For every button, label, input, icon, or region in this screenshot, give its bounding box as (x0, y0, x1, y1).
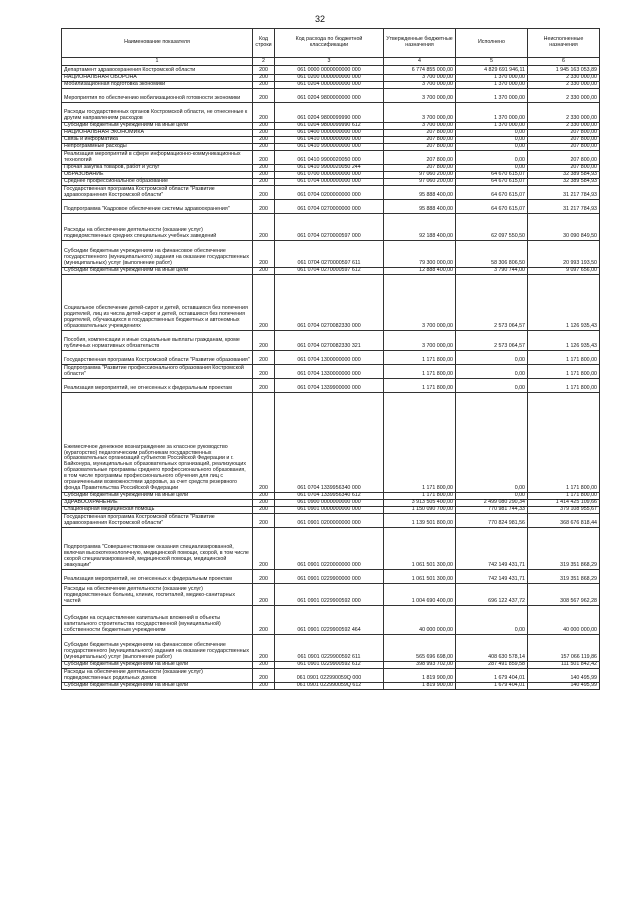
header-row (62, 29, 600, 58)
row-code: 200 (253, 570, 275, 584)
row-code: 200 (253, 584, 275, 606)
row-unexecuted: 207 800,00 (528, 151, 600, 165)
table-row (62, 331, 600, 351)
header-number-row (62, 58, 600, 66)
row-code: 200 (253, 103, 275, 123)
row-approved: 1 171 800,00 (384, 393, 456, 493)
row-code: 200 (253, 493, 275, 500)
row-approved: 207 800,00 (384, 130, 456, 137)
row-executed: 58 306 806,50 (456, 241, 528, 268)
row-classification: 061 0901 0200000000 000 (275, 514, 384, 528)
row-approved: 398 993 702,00 (384, 662, 456, 669)
row-approved: 3 700 000,00 (384, 331, 456, 351)
row-code: 200 (253, 669, 275, 683)
table-row (62, 351, 600, 365)
header-code: Код строки (253, 29, 275, 58)
row-approved: 3 913 505 400,00 (384, 500, 456, 507)
row-classification: 061 0704 1339956340 000 (275, 393, 384, 493)
row-executed: 742 149 431,71 (456, 528, 528, 570)
row-name: Субсидии бюджетным учреждениям на финансовое обеспечение государственного (муниципального) задания на оказание государственных (муниципальных) услуг (выполнение работ) (62, 635, 253, 662)
row-approved: 1 061 501 300,00 (384, 528, 456, 570)
row-executed: 0,00 (456, 379, 528, 393)
row-approved: 1 171 800,00 (384, 351, 456, 365)
row-classification: 061 0410 0000000000 000 (275, 137, 384, 144)
row-approved: 95 888 400,00 (384, 186, 456, 200)
row-classification: 061 0200 0000000000 000 (275, 75, 384, 82)
row-executed: 1 679 404,01 (456, 669, 528, 683)
row-executed: 2 573 064,57 (456, 275, 528, 331)
row-executed: 1 370 000,00 (456, 82, 528, 89)
row-classification: 061 0704 0270000597 000 (275, 214, 384, 241)
table-row (62, 635, 600, 662)
row-code: 200 (253, 89, 275, 103)
row-unexecuted: 1 171 800,00 (528, 351, 600, 365)
table-row (62, 200, 600, 214)
header-classification: Код расхода по бюджетной классификации (275, 29, 384, 58)
row-unexecuted: 2 330 000,00 (528, 103, 600, 123)
row-unexecuted: 1 126 935,43 (528, 331, 600, 351)
row-classification: 061 0900 0000000000 000 (275, 500, 384, 507)
row-classification: 061 0204 9800099990 612 (275, 123, 384, 130)
row-executed: 64 670 615,07 (456, 172, 528, 179)
table-row (62, 275, 600, 331)
table-row (62, 393, 600, 493)
row-classification: 061 0704 0200000000 000 (275, 186, 384, 200)
row-unexecuted: 2 330 000,00 (528, 89, 600, 103)
row-approved: 92 188 400,00 (384, 214, 456, 241)
row-classification: 061 0704 0000000000 000 (275, 179, 384, 186)
row-unexecuted: 1 126 935,43 (528, 275, 600, 331)
row-approved: 1 819 900,00 (384, 683, 456, 690)
header-number: 5 (456, 58, 528, 66)
row-unexecuted: 1 171 800,00 (528, 493, 600, 500)
row-classification: 061 0901 0229900592 611 (275, 635, 384, 662)
row-executed: 770 981 744,33 (456, 507, 528, 514)
row-classification: 061 0704 0270000597 612 (275, 268, 384, 275)
row-executed: 742 149 431,71 (456, 570, 528, 584)
row-unexecuted: 32 389 584,93 (528, 179, 600, 186)
table-row (62, 528, 600, 570)
row-unexecuted: 207 800,00 (528, 137, 600, 144)
row-unexecuted: 308 567 962,28 (528, 584, 600, 606)
row-name: Ежемесячное денежное вознаграждение за классное руководство (кураторство) педагогическим работникам государственных образовательных организаций субъектов Российской Федерации и г. Байконура, муниципальных образовательных организаций, реализующих образовательные программы среднего профессионального образования, в том числе программы профессионального обучения для лиц с ограниченными возможностями здоровья, за счет средств резервного фонда Правительства Российской Федерации (62, 393, 253, 493)
row-name: НАЦИОНАЛЬНАЯ ОБОРОНА (62, 75, 253, 82)
row-name: Субсидии бюджетным учреждениям на иные цели (62, 268, 253, 275)
row-name: Субсидии бюджетным учреждениям на финансовое обеспечение государственного (муниципального) задания на оказание государственных (муниципальных) услуг (выполнение работ) (62, 241, 253, 268)
row-code: 200 (253, 393, 275, 493)
table-row (62, 144, 600, 151)
row-unexecuted: 368 676 818,44 (528, 514, 600, 528)
row-classification: 061 0901 0220000000 000 (275, 528, 384, 570)
table-row (62, 179, 600, 186)
row-executed: 0,00 (456, 130, 528, 137)
row-classification: 061 0704 1339956340 612 (275, 493, 384, 500)
row-name: Реализация мероприятий, не отнесенных к федеральным проектам (62, 570, 253, 584)
row-approved: 3 700 000,00 (384, 123, 456, 130)
row-code: 200 (253, 241, 275, 268)
row-code: 200 (253, 66, 275, 75)
row-name: Департамент здравоохранения Костромской области (62, 66, 253, 75)
row-code: 200 (253, 514, 275, 528)
row-code: 200 (253, 507, 275, 514)
header-number: 6 (528, 58, 600, 66)
row-classification: 061 0204 9800000000 000 (275, 89, 384, 103)
row-executed: 0,00 (456, 606, 528, 635)
row-approved: 207 800,00 (384, 151, 456, 165)
row-code: 200 (253, 606, 275, 635)
row-name: Расходы на обеспечение деятельности (оказание услуг) подведомственных больниц, клиник, госпиталей, медико-санитарных частей (62, 584, 253, 606)
row-code: 200 (253, 123, 275, 130)
row-name: Социальное обеспечение детей-сирот и детей, оставшихся без попечения родителей, лиц из числа детей-сирот и детей, оставшихся без попечения родителей, обучающихся в государственных бюджетных и автономных образовательных учреждениях (62, 275, 253, 331)
row-approved: 12 888 400,00 (384, 268, 456, 275)
row-name: Субсидии бюджетным учреждениям на иные цели (62, 662, 253, 669)
row-approved: 1 061 501 300,00 (384, 570, 456, 584)
table-row (62, 514, 600, 528)
row-approved: 3 700 000,00 (384, 75, 456, 82)
table-row (62, 669, 600, 683)
row-unexecuted: 379 108 955,67 (528, 507, 600, 514)
header-executed: Исполнено (456, 29, 528, 58)
row-executed: 1 370 000,00 (456, 75, 528, 82)
row-executed: 0,00 (456, 165, 528, 172)
row-code: 200 (253, 137, 275, 144)
row-executed: 0,00 (456, 393, 528, 493)
row-code: 200 (253, 351, 275, 365)
row-code: 200 (253, 172, 275, 179)
row-approved: 3 700 000,00 (384, 82, 456, 89)
row-approved: 1 171 800,00 (384, 365, 456, 379)
table-row (62, 103, 600, 123)
row-executed: 64 670 615,07 (456, 200, 528, 214)
row-classification: 061 0901 0229900592 612 (275, 662, 384, 669)
row-classification: 061 0204 9800099990 000 (275, 103, 384, 123)
row-executed: 696 122 437,72 (456, 584, 528, 606)
row-executed: 4 829 691 946,11 (456, 66, 528, 75)
row-executed: 0,00 (456, 493, 528, 500)
row-classification: 061 0400 0000000000 000 (275, 130, 384, 137)
row-name: Подпрограмма "Совершенствование оказания специализированной, включая высокотехнологичную, медицинской помощи, скорой, в том числе скорой специализированной, медицинской помощи, медицинской эвакуации" (62, 528, 253, 570)
row-unexecuted: 20 993 193,50 (528, 241, 600, 268)
row-code: 200 (253, 179, 275, 186)
row-name: Субсидии бюджетным учреждениям на иные цели (62, 683, 253, 690)
table-row (62, 683, 600, 690)
row-executed: 287 491 859,58 (456, 662, 528, 669)
row-classification: 061 0410 9900020050 000 (275, 151, 384, 165)
row-approved: 97 060 200,00 (384, 172, 456, 179)
row-name: Стационарная медицинская помощь (62, 507, 253, 514)
table-row (62, 241, 600, 268)
row-unexecuted: 2 330 000,00 (528, 75, 600, 82)
row-classification: 061 0704 0270000000 000 (275, 200, 384, 214)
row-classification: 061 0700 0000000000 000 (275, 172, 384, 179)
table-row (62, 662, 600, 669)
header-approved: Утвержденные бюджетные назначения (384, 29, 456, 58)
row-name: Среднее профессиональное образование (62, 179, 253, 186)
header-number: 3 (275, 58, 384, 66)
header-name: Наименование показателя (62, 29, 253, 58)
row-code: 200 (253, 268, 275, 275)
table-row (62, 606, 600, 635)
row-approved: 565 696 698,00 (384, 635, 456, 662)
row-classification: 061 0901 0000000000 000 (275, 507, 384, 514)
row-executed: 64 670 615,07 (456, 186, 528, 200)
row-approved: 1 150 090 700,00 (384, 507, 456, 514)
row-code: 200 (253, 151, 275, 165)
row-name: Государственная программа Костромской области "Развитие образования" (62, 351, 253, 365)
row-unexecuted: 31 217 784,93 (528, 200, 600, 214)
table-row (62, 365, 600, 379)
row-name: Расходы на обеспечение деятельности (оказание услуг) подведомственных средних специальных учебных заведений (62, 214, 253, 241)
row-unexecuted: 207 800,00 (528, 144, 600, 151)
row-unexecuted: 207 800,00 (528, 165, 600, 172)
table-row (62, 82, 600, 89)
row-classification: 061 0901 022990059Q 000 (275, 669, 384, 683)
row-approved: 1 004 690 400,00 (384, 584, 456, 606)
row-executed: 0,00 (456, 144, 528, 151)
row-name: ОБРАЗОВАНИЕ (62, 172, 253, 179)
row-classification: 061 0410 9900020050 244 (275, 165, 384, 172)
row-executed: 1 370 000,00 (456, 89, 528, 103)
table-row (62, 379, 600, 393)
page-number: 32 (314, 14, 325, 24)
row-classification: 061 0901 0229900592 464 (275, 606, 384, 635)
row-unexecuted: 319 351 868,29 (528, 528, 600, 570)
row-classification: 061 0000 0000000000 000 (275, 66, 384, 75)
row-classification: 061 0704 1339900000 000 (275, 379, 384, 393)
row-classification: 061 0901 022990059Q 612 (275, 683, 384, 690)
row-name: Расходы на обеспечение деятельности (оказание услуг) подведомственных родильных домов (62, 669, 253, 683)
row-executed: 2 499 080 290,34 (456, 500, 528, 507)
row-code: 200 (253, 662, 275, 669)
header-number: 4 (384, 58, 456, 66)
row-approved: 40 000 000,00 (384, 606, 456, 635)
row-classification: 061 0704 0270000597 611 (275, 241, 384, 268)
table-header (62, 29, 600, 66)
row-executed: 64 670 615,07 (456, 179, 528, 186)
row-name: Реализация мероприятий в сфере информационно-коммуникационных технологий (62, 151, 253, 165)
row-name: Мобилизационная подготовка экономики (62, 82, 253, 89)
row-name: Субсидии бюджетным учреждениям на иные цели (62, 493, 253, 500)
row-code: 200 (253, 500, 275, 507)
row-name: Реализация мероприятий, не отнесенных к федеральным проектам (62, 379, 253, 393)
row-unexecuted: 140 495,99 (528, 683, 600, 690)
row-name: Государственная программа Костромской области "Развитие здравоохранения Костромской области" (62, 186, 253, 200)
header-number: 1 (62, 58, 253, 66)
row-classification: 061 0704 1330000000 000 (275, 365, 384, 379)
row-code: 200 (253, 379, 275, 393)
row-code: 200 (253, 186, 275, 200)
row-name: Субсидии бюджетным учреждениям на иные цели (62, 123, 253, 130)
row-executed: 2 573 064,57 (456, 331, 528, 351)
table-row (62, 570, 600, 584)
row-code: 200 (253, 331, 275, 351)
row-unexecuted: 32 389 584,93 (528, 172, 600, 179)
row-name: Субсидии на осуществление капитальных вложений в объекты капитального строительства государственной (муниципальной) собственности бюджетным учреждениям (62, 606, 253, 635)
row-executed: 3 790 744,00 (456, 268, 528, 275)
row-approved: 1 171 800,00 (384, 379, 456, 393)
row-unexecuted: 140 495,99 (528, 669, 600, 683)
row-unexecuted: 1 945 163 053,89 (528, 66, 600, 75)
row-unexecuted: 30 090 849,50 (528, 214, 600, 241)
row-code: 200 (253, 82, 275, 89)
row-approved: 3 700 000,00 (384, 275, 456, 331)
table-row (62, 151, 600, 165)
row-approved: 3 700 000,00 (384, 89, 456, 103)
row-code: 200 (253, 635, 275, 662)
table-row (62, 584, 600, 606)
budget-execution-table (61, 28, 600, 690)
row-code: 200 (253, 683, 275, 690)
row-executed: 408 630 578,14 (456, 635, 528, 662)
row-name: Подпрограмма "Кадровое обеспечение системы здравоохранения" (62, 200, 253, 214)
row-approved: 1 171 800,00 (384, 493, 456, 500)
row-unexecuted: 9 097 656,00 (528, 268, 600, 275)
row-unexecuted: 2 330 000,00 (528, 123, 600, 130)
row-unexecuted: 31 217 784,93 (528, 186, 600, 200)
row-code: 200 (253, 528, 275, 570)
row-executed: 1 679 404,01 (456, 683, 528, 690)
row-unexecuted: 1 171 800,00 (528, 365, 600, 379)
row-classification: 061 0704 1300000000 000 (275, 351, 384, 365)
row-executed: 1 370 000,00 (456, 103, 528, 123)
row-name: Прочая закупка товаров, работ и услуг (62, 165, 253, 172)
table-row (62, 89, 600, 103)
row-name: Связь и информатика (62, 137, 253, 144)
row-classification: 061 0410 9900000000 000 (275, 144, 384, 151)
table-row (62, 268, 600, 275)
row-name: Пособия, компенсации и иные социальные выплаты гражданам, кроме публичных нормативных обязательств (62, 331, 253, 351)
row-approved: 97 060 200,00 (384, 179, 456, 186)
row-unexecuted: 111 501 842,42 (528, 662, 600, 669)
row-approved: 95 888 400,00 (384, 200, 456, 214)
row-code: 200 (253, 144, 275, 151)
row-approved: 207 800,00 (384, 137, 456, 144)
row-approved: 79 300 000,00 (384, 241, 456, 268)
row-code: 200 (253, 365, 275, 379)
row-name: Расходы государственных органов Костромской области, не отнесенные к другим направлениям расходов (62, 103, 253, 123)
row-unexecuted: 207 800,00 (528, 130, 600, 137)
row-name: Подпрограмма "Развитие профессионального образования Костромской области" (62, 365, 253, 379)
row-approved: 207 800,00 (384, 165, 456, 172)
row-unexecuted: 1 171 800,00 (528, 393, 600, 493)
row-approved: 3 700 000,00 (384, 103, 456, 123)
row-executed: 0,00 (456, 137, 528, 144)
row-classification: 061 0901 0229900000 000 (275, 570, 384, 584)
row-name: НАЦИОНАЛЬНАЯ ЭКОНОМИКА (62, 130, 253, 137)
row-approved: 1 139 501 800,00 (384, 514, 456, 528)
row-classification: 061 0901 0229900592 000 (275, 584, 384, 606)
row-code: 200 (253, 200, 275, 214)
row-executed: 770 824 981,56 (456, 514, 528, 528)
row-unexecuted: 157 066 119,86 (528, 635, 600, 662)
row-approved: 207 800,00 (384, 144, 456, 151)
row-code: 200 (253, 214, 275, 241)
row-approved: 1 819 900,00 (384, 669, 456, 683)
table-row (62, 214, 600, 241)
row-executed: 0,00 (456, 365, 528, 379)
row-code: 200 (253, 75, 275, 82)
row-unexecuted: 2 330 000,00 (528, 82, 600, 89)
row-name: ЗДРАВООХРАНЕНИЕ (62, 500, 253, 507)
table-body (62, 66, 600, 690)
row-unexecuted: 1 414 425 109,66 (528, 500, 600, 507)
table-row (62, 507, 600, 514)
header-unexecuted: Неисполненные назначения (528, 29, 600, 58)
row-executed: 62 097 550,50 (456, 214, 528, 241)
row-unexecuted: 1 171 800,00 (528, 379, 600, 393)
row-unexecuted: 40 000 000,00 (528, 606, 600, 635)
row-approved: 6 774 855 000,00 (384, 66, 456, 75)
header-number: 2 (253, 58, 275, 66)
row-name: Мероприятия по обеспечению мобилизационной готовности экономики (62, 89, 253, 103)
row-classification: 061 0704 0270082330 000 (275, 275, 384, 331)
row-executed: 1 370 000,00 (456, 123, 528, 130)
row-classification: 061 0204 0000000000 000 (275, 82, 384, 89)
row-code: 200 (253, 130, 275, 137)
row-name: Государственная программа Костромской области "Развитие здравоохранения Костромской области" (62, 514, 253, 528)
row-unexecuted: 319 351 868,29 (528, 570, 600, 584)
row-code: 200 (253, 275, 275, 331)
row-classification: 061 0704 0270082330 321 (275, 331, 384, 351)
row-executed: 0,00 (456, 351, 528, 365)
row-executed: 0,00 (456, 151, 528, 165)
row-code: 200 (253, 165, 275, 172)
row-name: Непрограммные расходы (62, 144, 253, 151)
table-row (62, 186, 600, 200)
